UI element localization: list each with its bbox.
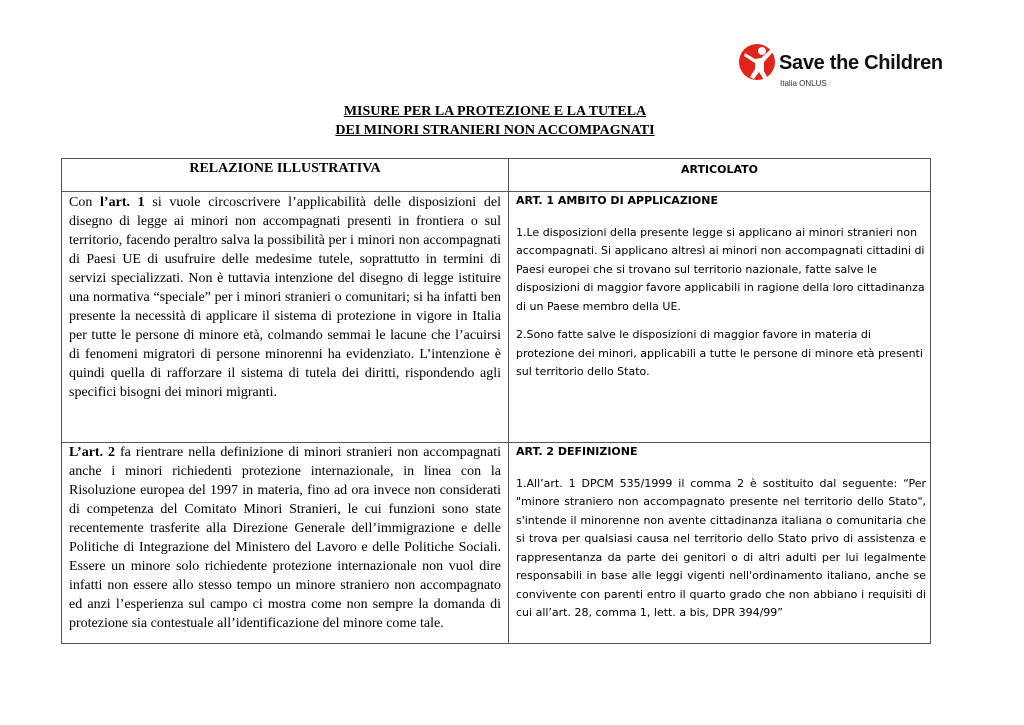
row2-text: fa rientrare nella definizione di minori stranieri non accompagnati anche i minori richiedenti protezione internazionale, in linea con la Risoluzione europea del 1997 in materia, fino ad ora invece non considerati di competenza del Comitato Minori Stranieri, le cui funzioni sono state recentemente trasferite alla Direzione Generale dell’immigrazione e delle Politiche di Integrazione del Ministero del Lavoro e delle Politiche Sociali. Essere un minore solo richiedente protezione internazionale non vuol dire infatti non essere allo stesso tempo un minore straniero non accompagnato ed anzi l’esperienza sul campo ci mostra come non sempre la domanda di protezione sia contestuale all’identificazione del minore come tale. — [69, 445, 502, 631]
row2-relazione — [69, 443, 501, 633]
row1-text: si vuole circoscrivere l’applicabilità delle disposizioni del disegno di legge ai minori non accompagnati presenti in frontiera o sul territorio, facendo peraltro salva la possibilità per i minori non accompagnati di Paesi UE di usufruire delle medesime tutele, soprattutto in termini di servizi specializzati. Non è tuttavia intenzione del disegno di legge istituire una normativa “speciale” per i minori stranieri o comunitari; si ha infatti ben presente la necessità di applicare il sistema di protezione in vigore in Italia per tutte le persone di minore età, colmando semmai le lacune che l’acuirsi di fenomeni migratori di persone minorenni ha evidenziato. L’intenzione è quindi quella di rafforzare il sistema di tutela dei diritti, rispondendo agli specifici bisogni dei minori migranti. — [69, 195, 501, 400]
logo-subtitle: Italia ONLUS — [780, 79, 827, 88]
row2-bold-ref: L’art. 2 — [69, 445, 116, 460]
title-line-1: MISURE PER LA PROTEZIONE E LA TUTELA — [343, 104, 647, 119]
row2-articolato — [516, 443, 926, 633]
column-divider — [508, 159, 509, 643]
article-2-para-1: 1.All’art. 1 DPCM 535/1999 il comma 2 è sostituito dal seguente: “Per "minore straniero non accompagnato presente nel territorio dello Stato", s'intende il minorenne non avente cittadinanza italiana o comunitaria che si trova per qualsiasi causa nel territorio dello Stato privo di assistenza e rappresentanza da parte dei genitori o di altri adulti per lui legalmente responsabili in base alle leggi vigenti nell'ordinamento italiano, anche se convivente con parenti entro il quarto grado che non abbiano i requisiti di cui all’art. 28, comma 1, lett. a bis, DPR 394/99” — [516, 476, 926, 619]
row1-relazione — [69, 193, 501, 402]
header-relazione: RELAZIONE ILLUSTRATIVA — [189, 161, 381, 176]
article-2-heading: ART. 2 DEFINIZIONE — [516, 445, 638, 458]
article-1-heading: ART. 1 AMBITO DI APPLICAZIONE — [516, 194, 718, 207]
row1-lead: Con — [69, 195, 101, 210]
article-1-para-2: 2.Sono fatte salve le disposizioni di maggior favore in materia di protezione dei minori, applicabili a tutte le persone di minore età presenti sul territorio dello Stato. — [516, 328, 923, 378]
logo-name: Save the Children — [779, 52, 943, 74]
row1-bold-ref: l’art. 1 — [100, 195, 145, 210]
title-line-2: DEI MINORI STRANIERI NON ACCOMPAGNATI — [335, 123, 655, 138]
article-1-para-1: 1.Le disposizioni della presente legge si applicano ai minori stranieri non accompagnati. Si applicano altresì ai minori non accompagnati cittadini di Paesi europei che si trovano sul territorio nazionale, fatte salve le disposizioni di maggior favore applicabili in ragione della loro cittadinanza di un Paese membro della UE. — [516, 225, 925, 313]
save-the-children-logo — [738, 40, 943, 92]
header-articolato: ARTICOLATO — [680, 163, 759, 176]
document-title — [0, 102, 990, 140]
comparison-table — [61, 158, 931, 644]
row1-articolato — [516, 192, 926, 392]
child-figure-icon — [738, 40, 778, 84]
